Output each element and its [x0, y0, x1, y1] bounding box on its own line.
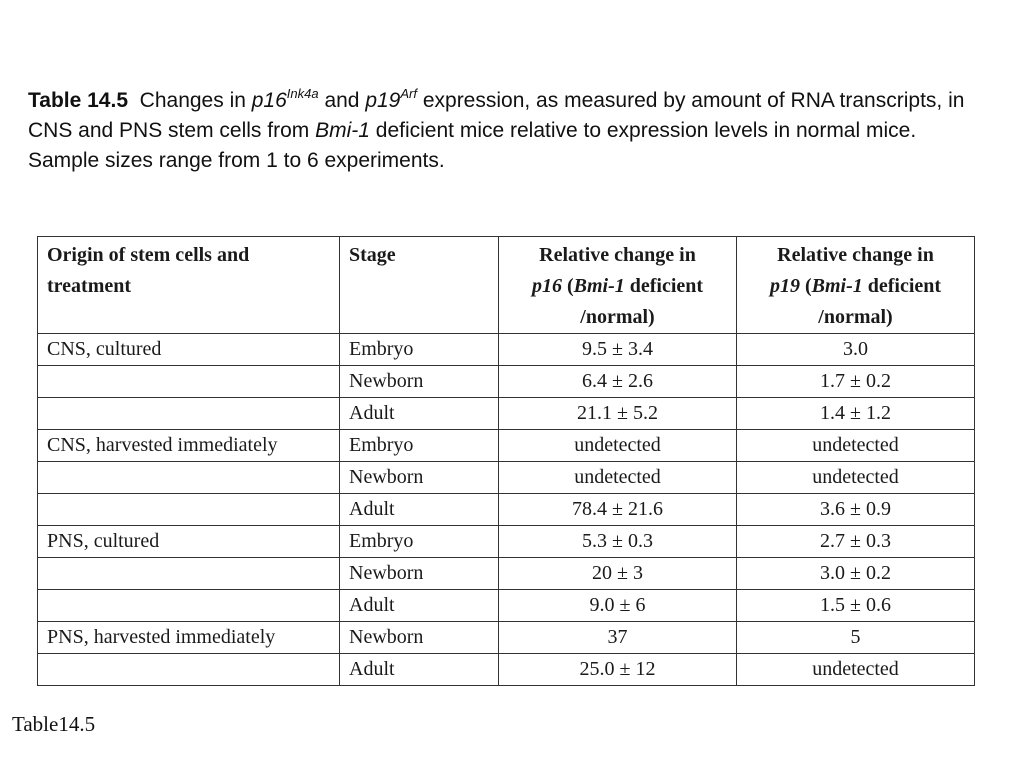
cell-stage: Newborn: [340, 558, 499, 590]
cell-p16: 9.0 ± 6: [499, 590, 737, 622]
cell-origin: CNS, harvested immediately: [38, 430, 340, 462]
header-row: [38, 237, 975, 334]
header-origin: [38, 237, 340, 334]
cell-stage: Newborn: [340, 462, 499, 494]
cell-p16: 78.4 ± 21.6: [499, 494, 737, 526]
cell-origin: [38, 590, 340, 622]
table-row: [38, 366, 975, 398]
cell-origin: [38, 366, 340, 398]
caption-text-2: and: [318, 89, 366, 112]
table-row: [38, 654, 975, 686]
header-p19-line3: /normal): [818, 306, 893, 328]
caption-text-1: Changes in: [139, 89, 252, 112]
cell-origin: [38, 558, 340, 590]
cell-p16: 6.4 ± 2.6: [499, 366, 737, 398]
caption-label: Table 14.5: [28, 89, 128, 112]
cell-origin: [38, 462, 340, 494]
caption-gene-p19: p19: [365, 89, 401, 112]
cell-p16: 37: [499, 622, 737, 654]
header-p19: [737, 237, 975, 334]
header-p16-line3: /normal): [580, 306, 655, 328]
cell-p16: 20 ± 3: [499, 558, 737, 590]
caption-gene-bmi1: Bmi-1: [315, 119, 370, 142]
cell-p19: undetected: [737, 654, 975, 686]
header-p16-deficient: deficient: [624, 275, 704, 297]
cell-p19: 5: [737, 622, 975, 654]
cell-stage: Adult: [340, 494, 499, 526]
cell-p16: 25.0 ± 12: [499, 654, 737, 686]
table-row: [38, 526, 975, 558]
cell-p19: 3.0 ± 0.2: [737, 558, 975, 590]
cell-origin: CNS, cultured: [38, 334, 340, 366]
table-row: [38, 558, 975, 590]
cell-p16: undetected: [499, 430, 737, 462]
table-row: [38, 590, 975, 622]
cell-p19: 2.7 ± 0.3: [737, 526, 975, 558]
caption-gene-p16-sup: Ink4a: [286, 86, 319, 101]
table-row: [38, 494, 975, 526]
cell-p19: 1.5 ± 0.6: [737, 590, 975, 622]
cell-stage: Adult: [340, 654, 499, 686]
cell-stage: Embryo: [340, 526, 499, 558]
caption-gene-p19-sup: Arf: [400, 86, 417, 101]
cell-origin: PNS, harvested immediately: [38, 622, 340, 654]
cell-origin: [38, 398, 340, 430]
header-p16-line1: Relative change in: [539, 244, 696, 266]
table-row: [38, 462, 975, 494]
header-p19-bmi: Bmi-1: [811, 275, 863, 297]
table-row: [38, 398, 975, 430]
cell-origin: [38, 654, 340, 686]
header-p19-paren: (: [799, 275, 812, 297]
cell-p19: 3.6 ± 0.9: [737, 494, 975, 526]
caption-text-4: deficient mice relative to expression levels in normal mice. Sample sizes range from 1 to 6 experiments.: [28, 119, 917, 172]
cell-stage: Newborn: [340, 622, 499, 654]
cell-p16: 5.3 ± 0.3: [499, 526, 737, 558]
cell-stage: Newborn: [340, 366, 499, 398]
table-row: [38, 430, 975, 462]
header-p16-bmi: Bmi-1: [573, 275, 625, 297]
table-caption: [28, 86, 988, 176]
cell-p16: 21.1 ± 5.2: [499, 398, 737, 430]
cell-origin: [38, 494, 340, 526]
caption-text-3: expression, as measured by amount of RNA transcripts, in CNS and PNS stem cells from: [28, 89, 965, 142]
cell-origin: PNS, cultured: [38, 526, 340, 558]
caption-gene-p16: p16: [251, 89, 287, 112]
footer-label: Table14.5: [12, 712, 96, 736]
header-p19-gene: p19: [769, 275, 800, 297]
header-origin-line2: treatment: [47, 275, 132, 297]
cell-p19: undetected: [737, 462, 975, 494]
cell-stage: Adult: [340, 398, 499, 430]
cell-stage: Adult: [340, 590, 499, 622]
cell-stage: Embryo: [340, 334, 499, 366]
header-p16-gene: p16: [531, 275, 562, 297]
cell-p19: undetected: [737, 430, 975, 462]
cell-stage: Embryo: [340, 430, 499, 462]
header-p16-paren: (: [561, 275, 574, 297]
cell-p19: 1.4 ± 1.2: [737, 398, 975, 430]
table-row: [38, 622, 975, 654]
table-row: [38, 334, 975, 366]
header-origin-line1: Origin of stem cells and: [47, 244, 250, 266]
header-p16: [499, 237, 737, 334]
cell-p16: undetected: [499, 462, 737, 494]
header-p19-line1: Relative change in: [777, 244, 934, 266]
cell-p19: 3.0: [737, 334, 975, 366]
cell-p16: 9.5 ± 3.4: [499, 334, 737, 366]
data-table: [37, 236, 975, 686]
header-stage: Stage: [340, 237, 499, 334]
cell-p19: 1.7 ± 0.2: [737, 366, 975, 398]
header-p19-deficient: deficient: [862, 275, 942, 297]
